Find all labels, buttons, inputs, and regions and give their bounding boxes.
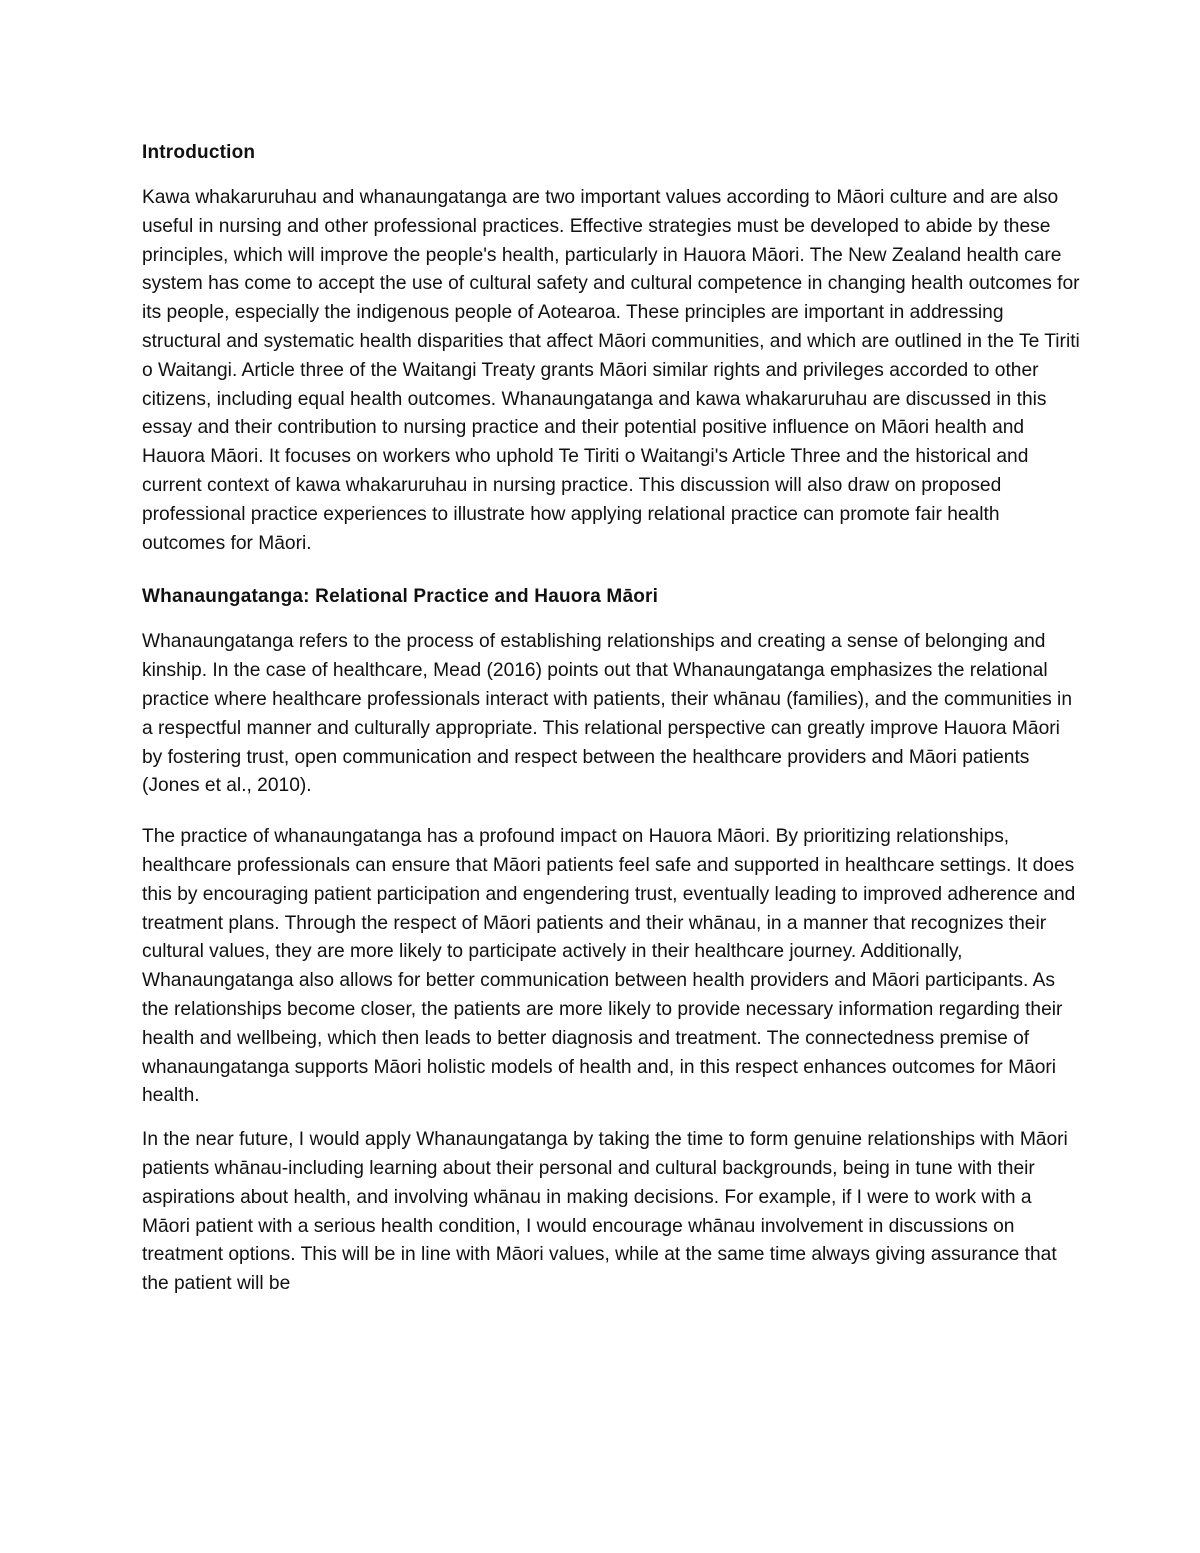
paragraph-introduction: Kawa whakaruruhau and whanaungatanga are two important values according to Māori culture and are also useful in nursing and other professional practices. Effective strategies must be developed to abide by these principles, which will improve the people's health, particularly in Hauora Māori. The New Zealand health care system has come to accept the use of cultural safety and cultural competence in changing health outcomes for its people, especially the indigenous people of Aotearoa. These principles are important in addressing structural and systematic health disparities that affect Māori communities, and which are outlined in the Te Tiriti o Waitangi. Article three of the Waitangi Treaty grants Māori similar rights and privileges accorded to other citizens, including equal health outcomes. Whanaungatanga and kawa whakaruruhau are discussed in this essay and their contribution to nursing practice and their potential positive influence on Māori health and Hauora Māori. It focuses on workers who uphold Te Tiriti o Waitangi's Article Three and the historical and current context of kawa whakaruruhau in nursing practice. This discussion will also draw on proposed professional practice experiences to illustrate how applying relational practice can promote fair health outcomes for Māori. (142, 187, 1080, 554)
paragraph-whanaungatanga-application: In the near future, I would apply Whanaungatanga by taking the time to form genuine relationships with Māori patients whānau-including learning about their personal and cultural backgrounds, being in tune with their aspirations about health, and involving whānau in making decisions. For example, if I were to work with a Māori patient with a serious health condition, I would encourage whānau involvement in discussions on treatment options. This will be in line with Māori values, while at the same time always giving assurance that the patient will be (142, 1129, 1068, 1295)
document-page (142, 138, 1082, 1299)
paragraph-whanaungatanga-definition: Whanaungatanga refers to the process of establishing relationships and creating a sense of belonging and kinship. In the case of healthcare, Mead (2016) points out that Whanaungatanga emphasizes the relational practice where healthcare professionals interact with patients, their whānau (families), and the communities in a respectful manner and culturally appropriate. This relational perspective can greatly improve Hauora Māori by fostering trust, open communication and respect between the healthcare providers and Māori patients (Jones et al., 2010). (142, 631, 1072, 797)
section-heading-whanaungatanga: Whanaungatanga: Relational Practice and Hauora Māori (142, 586, 659, 608)
paragraph-whanaungatanga-impact: The practice of whanaungatanga has a profound impact on Hauora Māori. By prioritizing relationships, healthcare professionals can ensure that Māori patients feel safe and supported in healthcare settings. It does this by encouraging patient participation and engendering trust, eventually leading to improved adherence and treatment plans. Through the respect of Māori patients and their whānau, in a manner that recognizes their cultural values, they are more likely to participate actively in their healthcare journey. Additionally, Whanaungatanga also allows for better communication between health providers and Māori participants. As the relationships become closer, the patients are more likely to provide necessary information regarding their health and wellbeing, which then leads to better diagnosis and treatment. The connectedness premise of whanaungatanga supports Māori holistic models of health and, in this respect enhances outcomes for Māori health. (142, 826, 1076, 1107)
section-heading-introduction: Introduction (142, 142, 256, 163)
